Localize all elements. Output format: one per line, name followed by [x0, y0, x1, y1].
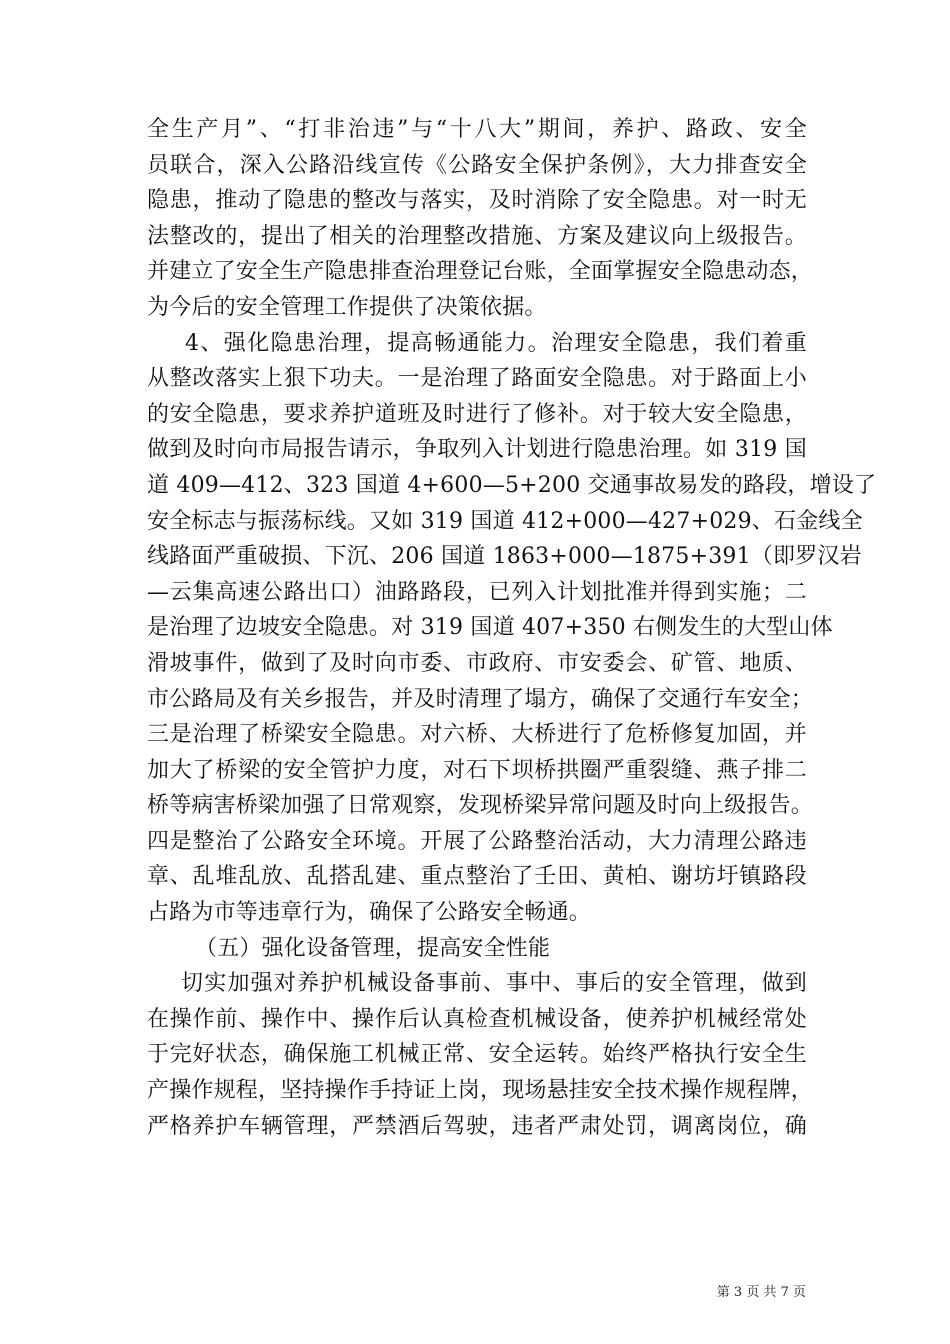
- paragraph-start: 4、强化隐患治理，提高畅通能力。治理安全隐患，我们着重: [185, 330, 807, 356]
- text-line: 四是整治了公路安全环境。开展了公路整治活动，大力清理公路违: [147, 828, 807, 854]
- text-line: —云集高速公路出口）油路路段，已列入计划批准并得到实施；二: [147, 579, 807, 605]
- text-line: 做到及时向市局报告请示，争取列入计划进行隐患治理。如 319 国: [147, 437, 807, 463]
- text-line: 并建立了安全生产隐患排查治理登记台账，全面掌握安全隐患动态，: [147, 259, 814, 285]
- paragraph-start: 切实加强对养护机械设备事前、事中、事后的安全管理，做到: [181, 971, 807, 997]
- section-heading: （五）强化设备管理，提高安全性能: [195, 935, 551, 961]
- text-line: 员联合，深入公路沿线宣传《公路安全保护条例》，大力排查安全: [147, 152, 807, 178]
- text-line: 在操作前、操作中、操作后认真检查机械设备，使养护机械经常处: [147, 1006, 807, 1032]
- text-line: 法整改的，提出了相关的治理整改措施、方案及建议向上级报告。: [147, 223, 807, 249]
- text-line: 为今后的安全管理工作提供了决策依据。: [147, 294, 547, 320]
- text-line: 线路面严重破损、下沉、206 国道 1863+000—1875+391（即罗汉岩: [147, 544, 862, 570]
- text-line: 三是治理了桥梁安全隐患。对六桥、大桥进行了危桥修复加固，并: [147, 722, 807, 748]
- text-line: 道 409—412、323 国道 4+600—5+200 交通事故易发的路段，增设了: [147, 472, 877, 498]
- text-line: 全生产月”、“打非治违”与“十八大”期间，养护、路政、安全: [147, 117, 807, 142]
- text-line: 安全标志与振荡标线。又如 319 国道 412+000—427+029、石金线全: [147, 508, 863, 534]
- text-line: 于完好状态，确保施工机械正常、安全运转。始终严格执行安全生: [147, 1042, 807, 1068]
- text-line: 产操作规程，坚持操作手持证上岗，现场悬挂安全技术操作规程牌，: [147, 1078, 814, 1104]
- text-line: 从整改落实上狠下功夫。一是治理了路面安全隐患。对于路面上小: [147, 366, 807, 392]
- text-line: 市公路局及有关乡报告，并及时清理了塌方，确保了交通行车安全；: [147, 686, 814, 712]
- text-line: 加大了桥梁的安全管护力度，对石下坝桥拱圈严重裂缝、燕子排二: [147, 757, 807, 783]
- text-line: 是治理了边坡安全隐患。对 319 国道 407+350 右侧发生的大型山体: [147, 615, 833, 641]
- text-line: 占路为市等违章行为，确保了公路安全畅通。: [147, 900, 592, 926]
- page-number: 第 3 页 共 7 页: [716, 1285, 806, 1300]
- text-line: 的安全隐患，要求养护道班及时进行了修补。对于较大安全隐患，: [147, 401, 807, 427]
- text-line: 桥等病害桥梁加强了日常观察，发现桥梁异常问题及时向上级报告。: [147, 793, 814, 819]
- text-line: 滑坡事件，做到了及时向市委、市政府、市安委会、矿管、地质、: [147, 650, 807, 676]
- document-body: [147, 112, 877, 1144]
- text-line: 章、乱堆乱放、乱搭乱建、重点整治了壬田、黄柏、谢坊圩镇路段: [147, 864, 807, 890]
- text-line: 严格养护车辆管理，严禁酒后驾驶，违者严肃处罚，调离岗位，确: [147, 1113, 807, 1139]
- text-line: 隐患，推动了隐患的整改与落实，及时消除了安全隐患。对一时无: [147, 188, 807, 214]
